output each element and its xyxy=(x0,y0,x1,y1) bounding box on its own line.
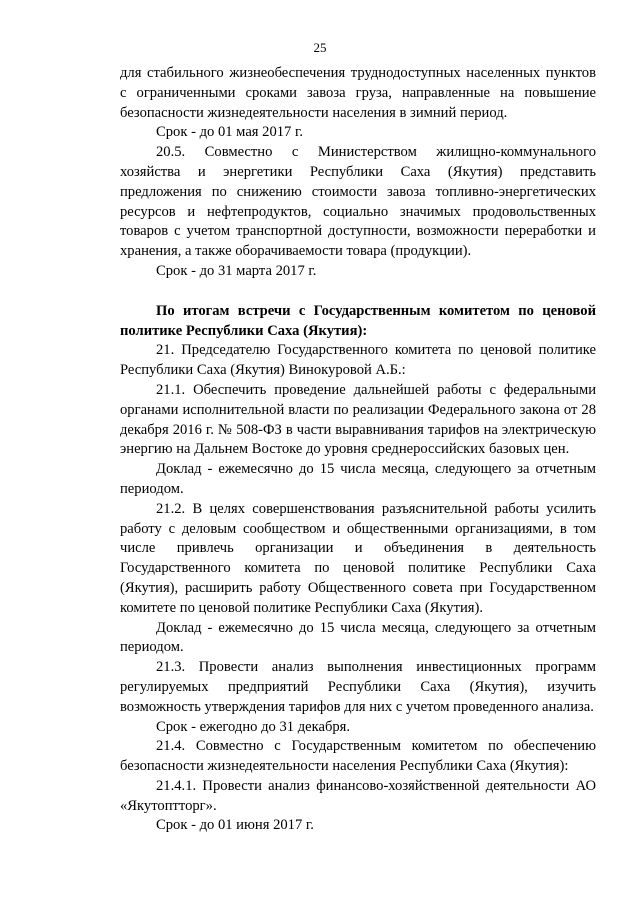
deadline-line: Срок - до 31 марта 2017 г. xyxy=(156,262,317,279)
document-body xyxy=(120,64,596,836)
section-spacer xyxy=(120,282,596,302)
paragraph-21: 21. Председателю Государственного комитета по ценовой политике Республики Саха (Якутия) Винокуровой А.Б.: xyxy=(120,342,596,379)
report-line: Доклад - ежемесячно до 15 числа месяца, следующего за отчетным периодом. xyxy=(120,619,596,656)
paragraph-continuation: для стабильного жизнеобеспечения труднодоступных населенных пунктов с ограниченными сроками завоза груза, направленные на повышение безопасности жизнедеятельности населения в зимний период. xyxy=(120,65,596,121)
report-line: Доклад - ежемесячно до 15 числа месяца, следующего за отчетным периодом. xyxy=(120,461,596,497)
paragraph-21-1: 21.1. Обеспечить проведение дальнейшей работы с федеральными органами исполнительной власти по реализации Федерального закона от 28 декабря 2016 г. № 508-ФЗ в части выравнивания тарифов на электрическую энергию на Дальнем Востоке до уровня среднероссийских базовых цен. xyxy=(120,381,596,458)
paragraph-21-3: 21.3. Провести анализ выполнения инвестиционных программ регулируемых предприятий Республики Саха (Якутия), изучить возможность утверждения тарифов для них с учетом проведенного анализа. xyxy=(120,659,596,715)
paragraph-21-2: 21.2. В целях совершенствования разъяснительной работы усилить работу с деловым сообществом и общественными организациями, в том числе привлечь организации и объединения в деятельность Государственного комитета по ценовой политике Республики Саха (Якутия), расширить работу Общественного совета при Государственном комитете по ценовой политике Республики Саха (Якутия). xyxy=(120,500,596,616)
paragraph-20-5: 20.5. Совместно с Министерством жилищно-коммунального хозяйства и энергетики Республики Саха (Якутия) представить предложения по снижению стоимости завоза топливно-энергетических ресурсов и нефтепродуктов, социально значимых продовольственных товаров с учетом транспортной доступности, возможности переработки и хранения, а также оборачиваемости товара (продукции). xyxy=(120,144,596,260)
deadline-line: Срок - ежегодно до 31 декабря. xyxy=(156,718,351,735)
section-heading: По итогам встречи с Государственным комитетом по ценовой политике Республики Саха (Якутия): xyxy=(120,302,596,339)
paragraph-21-4: 21.4. Совместно с Государственным комитетом по обеспечению безопасности жизнедеятельности населения Республики Саха (Якутия): xyxy=(120,738,596,775)
deadline-line: Срок - до 01 июня 2017 г. xyxy=(156,817,314,834)
paragraph-21-4-1: 21.4.1. Провести анализ финансово-хозяйственной деятельности АО «Якутоптторг». xyxy=(120,777,596,814)
deadline-line: Срок - до 01 мая 2017 г. xyxy=(156,124,303,141)
page-number: 25 xyxy=(313,40,327,55)
